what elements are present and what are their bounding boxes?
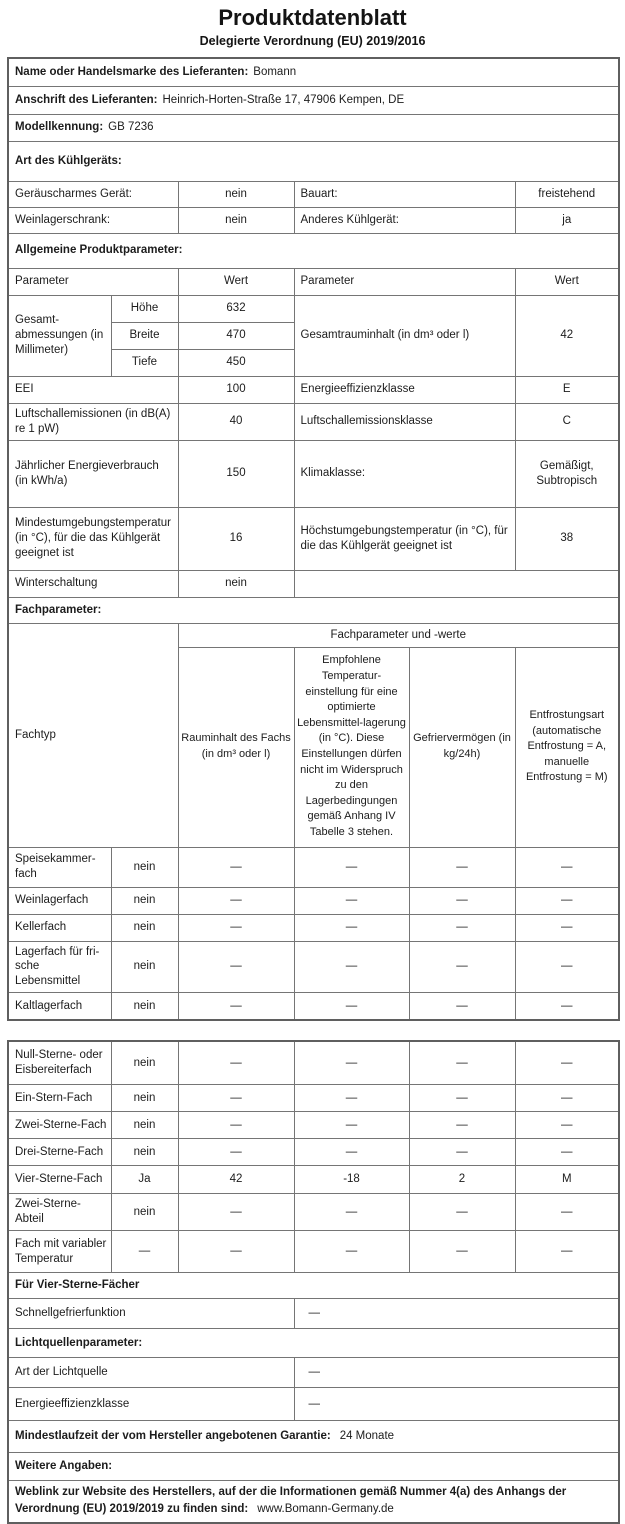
param-label: Bauart:: [294, 181, 515, 207]
param-value: freistehend: [515, 181, 619, 207]
param-label: Art der Lichtquelle: [8, 1358, 294, 1388]
warranty-label: Mindestlaufzeit der vom Hersteller angebotenen Garantie:: [15, 1430, 331, 1443]
model-id-label: Modellkennung:: [15, 121, 104, 134]
compartment-value: nein: [111, 1139, 178, 1166]
compartment-value: —: [409, 914, 515, 941]
compartment-value: —: [409, 847, 515, 887]
compartment-value: —: [515, 1085, 619, 1112]
warranty-cell: [8, 1421, 619, 1453]
compartment-value: —: [515, 941, 619, 993]
compartment-row: [8, 993, 619, 1020]
supplier-address-row: [8, 86, 619, 114]
star-compartment-table: [7, 1040, 620, 1524]
light-source-section-header: Lichtquellenparameter:: [8, 1329, 619, 1358]
compartment-value: 42: [178, 1166, 294, 1194]
supplier-name-value: Bomann: [253, 65, 297, 78]
compartment-value: —: [294, 1041, 409, 1085]
param-value: Gemäßigt, Subtropisch: [515, 440, 619, 507]
compartment-value: —: [294, 941, 409, 993]
model-id-cell: [8, 114, 619, 141]
dimension-value: 632: [178, 295, 294, 322]
compartment-value: —: [178, 1194, 294, 1231]
four-star-section-header: Für Vier-Sterne-Fächer: [8, 1273, 619, 1299]
compartment-value: nein: [111, 941, 178, 993]
compartment-section-row: [8, 597, 619, 623]
compartment-value: —: [515, 1194, 619, 1231]
compartment-label: Kaltlagerfach: [8, 993, 111, 1020]
param-value: nein: [178, 207, 294, 233]
compartment-row: [8, 847, 619, 887]
compartment-value: nein: [111, 1194, 178, 1231]
empty-cell: [294, 570, 619, 597]
compartment-value: —: [409, 887, 515, 914]
general-params-section-header: Allgemeine Produktparameter:: [8, 233, 619, 268]
compartment-value: —: [178, 914, 294, 941]
compartment-label: Speisekammer-fach: [8, 847, 111, 887]
compartment-value: -18: [294, 1166, 409, 1194]
weblink-cell: [8, 1481, 619, 1523]
supplier-name-label: Name oder Handelsmarke des Lieferanten:: [15, 65, 249, 78]
compartment-label: Weinlagerfach: [8, 887, 111, 914]
compartment-value: —: [515, 914, 619, 941]
dimensions-row-height: [8, 295, 619, 322]
compartment-value: —: [294, 1112, 409, 1139]
compartment-row: [8, 887, 619, 914]
dimension-name: Höhe: [111, 295, 178, 322]
compartment-value: —: [111, 1231, 178, 1273]
energy-consumption-row: [8, 440, 619, 507]
param-label: Jährlicher Energieverbrauch (in kWh/a): [8, 440, 178, 507]
device-type-row-2: [8, 207, 619, 233]
compartment-value: —: [178, 887, 294, 914]
weblink-url: www.Bomann-Germany.de: [257, 1503, 394, 1516]
warranty-value: 24 Monate: [339, 1430, 395, 1443]
param-value: ja: [515, 207, 619, 233]
page-title: Produktdatenblatt: [218, 5, 407, 30]
winter-setting-row: [8, 570, 619, 597]
param-value: 150: [178, 440, 294, 507]
compartment-value: —: [294, 1231, 409, 1273]
compartment-value: M: [515, 1166, 619, 1194]
param-label: Energieeffizienzklasse: [8, 1388, 294, 1421]
compartment-label: Lagerfach für fri-sche Lebensmittel: [8, 941, 111, 993]
compartment-group-header-row: [8, 623, 619, 647]
supplier-address-cell: [8, 86, 619, 114]
param-label: Luftschallemissionen (in dB(A) re 1 pW): [8, 403, 178, 440]
compartment-value: Ja: [111, 1166, 178, 1194]
model-id-row: [8, 114, 619, 141]
compartment-value: nein: [111, 1112, 178, 1139]
compartment-label: Ein-Stern-Fach: [8, 1085, 111, 1112]
compartment-value: nein: [111, 914, 178, 941]
compartment-value: —: [409, 1139, 515, 1166]
compartment-label: Fach mit variabler Temperatur: [8, 1231, 111, 1273]
compartment-value: —: [515, 1041, 619, 1085]
supplier-address-label: Anschrift des Lieferanten:: [15, 93, 158, 106]
additional-info-section-header: Weitere Angaben:: [8, 1453, 619, 1481]
four-star-section-row: [8, 1273, 619, 1299]
column-header: Rauminhalt des Fachs (in dm³ oder l): [178, 647, 294, 847]
compartment-value: —: [294, 914, 409, 941]
compartment-row: [8, 1194, 619, 1231]
page-subtitle: Delegierte Verordnung (EU) 2019/2016: [199, 34, 426, 48]
general-params-section-row: [8, 233, 619, 268]
compartment-value: —: [294, 993, 409, 1020]
param-label: Energieeffizienzklasse: [294, 376, 515, 403]
param-value: —: [294, 1358, 619, 1388]
param-label: EEI: [8, 376, 178, 403]
compartment-value: —: [178, 1041, 294, 1085]
compartment-row: [8, 1166, 619, 1194]
param-label: Weinlagerschrank:: [8, 207, 178, 233]
compartment-row: [8, 1085, 619, 1112]
compartment-value: —: [409, 993, 515, 1020]
compartment-value: —: [178, 993, 294, 1020]
fast-freeze-row: [8, 1299, 619, 1329]
compartment-row: [8, 1231, 619, 1273]
compartment-value: —: [294, 887, 409, 914]
total-volume-value: 42: [515, 295, 619, 376]
column-header: Parameter: [8, 268, 178, 295]
model-id-value: GB 7236: [108, 121, 154, 134]
compartment-value: —: [409, 1112, 515, 1139]
compartment-value: —: [294, 1194, 409, 1231]
compartment-value: —: [178, 1112, 294, 1139]
column-header-row: [8, 268, 619, 295]
compartment-label: Vier-Sterne-Fach: [8, 1166, 111, 1194]
compartment-label: Drei-Sterne-Fach: [8, 1139, 111, 1166]
compartment-label: Null-Sterne- oder Eisbereiterfach: [8, 1041, 111, 1085]
compartment-value: —: [178, 1085, 294, 1112]
column-header: Gefriervermögen (in kg/24h): [409, 647, 515, 847]
compartment-value: nein: [111, 1085, 178, 1112]
column-header: Wert: [515, 268, 619, 295]
compartment-value: —: [515, 993, 619, 1020]
compartment-row: [8, 1139, 619, 1166]
compartment-row: [8, 914, 619, 941]
additional-info-section-row: [8, 1453, 619, 1481]
compartment-value: —: [515, 1112, 619, 1139]
compartment-label: Kellerfach: [8, 914, 111, 941]
param-value: 38: [515, 507, 619, 570]
compartment-value: —: [294, 1139, 409, 1166]
param-value: nein: [178, 570, 294, 597]
compartment-value: —: [515, 887, 619, 914]
light-source-type-row: [8, 1358, 619, 1388]
compartment-value: —: [178, 1139, 294, 1166]
compartment-label: Zwei-Sterne-Abteil: [8, 1194, 111, 1231]
light-source-section-row: [8, 1329, 619, 1358]
compartment-row: [8, 1041, 619, 1085]
light-source-class-row: [8, 1388, 619, 1421]
weblink-label: Weblink zur Website des Herstellers, auf der die Informationen gemäß Nummer 4(a) des Anhangs der Verordnung (EU) 2019/2019 zu finden sind:: [15, 1486, 567, 1516]
param-value: 40: [178, 403, 294, 440]
compartment-row: [8, 1112, 619, 1139]
column-header: Wert: [178, 268, 294, 295]
compartment-value: nein: [111, 887, 178, 914]
supplier-name-cell: [8, 58, 619, 86]
dimensions-label: Gesamt-abmessungen (in Millimeter): [8, 295, 111, 376]
supplier-address-value: Heinrich-Horten-Straße 17, 47906 Kempen, DE: [162, 93, 405, 106]
dimension-value: 470: [178, 322, 294, 349]
compartment-value: —: [178, 847, 294, 887]
param-value: C: [515, 403, 619, 440]
compartment-value: —: [515, 847, 619, 887]
compartment-value: —: [409, 1041, 515, 1085]
device-type-row-1: [8, 181, 619, 207]
column-header: Parameter: [294, 268, 515, 295]
compartment-value: —: [178, 1231, 294, 1273]
param-label: Anderes Kühlgerät:: [294, 207, 515, 233]
eei-row: [8, 376, 619, 403]
supplier-name-row: [8, 58, 619, 86]
compartment-value: —: [515, 1231, 619, 1273]
compartment-value: nein: [111, 1041, 178, 1085]
compartment-value: —: [515, 1139, 619, 1166]
compartment-value: —: [178, 941, 294, 993]
param-value: —: [294, 1388, 619, 1421]
compartment-value: nein: [111, 993, 178, 1020]
product-data-table: [7, 57, 620, 1021]
column-header: Entfrostungsart (automatische Entfrostung = A, manuelle Entfrostung = M): [515, 647, 619, 847]
param-label: Schnellgefrierfunktion: [8, 1299, 294, 1329]
compartment-value: —: [294, 847, 409, 887]
dimension-name: Breite: [111, 322, 178, 349]
param-label: Winterschaltung: [8, 570, 178, 597]
compartment-value: 2: [409, 1166, 515, 1194]
param-label: Luftschallemissionsklasse: [294, 403, 515, 440]
group-header: Fachparameter und -werte: [178, 623, 619, 647]
param-value: E: [515, 376, 619, 403]
param-value: 100: [178, 376, 294, 403]
compartment-value: —: [294, 1085, 409, 1112]
compartment-row: [8, 941, 619, 993]
device-type-section-header: Art des Kühlgeräts:: [8, 141, 619, 181]
fachtyp-header: Fachtyp: [8, 623, 178, 847]
param-value: 16: [178, 507, 294, 570]
param-value: —: [294, 1299, 619, 1329]
device-type-section-row: [8, 141, 619, 181]
param-value: nein: [178, 181, 294, 207]
ambient-temperature-row: [8, 507, 619, 570]
compartment-value: —: [409, 941, 515, 993]
compartment-label: Zwei-Sterne-Fach: [8, 1112, 111, 1139]
warranty-row: [8, 1421, 619, 1453]
compartment-value: —: [409, 1194, 515, 1231]
param-label: Höchstumgebungstemperatur (in °C), für die das Kühlgerät geeignet ist: [294, 507, 515, 570]
compartment-value: nein: [111, 847, 178, 887]
param-label: Mindestumgebungstemperatur (in °C), für die das Kühlgerät geeignet ist: [8, 507, 178, 570]
compartment-value: —: [409, 1231, 515, 1273]
compartment-value: —: [409, 1085, 515, 1112]
column-header: Empfohlene Temperatur-einstellung für eine optimierte Lebensmittel-lagerung (in °C). Diese Einstellungen dürfen nicht im Widerspruch zu den Lagerbedingungen gemäß Anhang IV Tabelle 3 stehen.: [294, 647, 409, 847]
noise-row: [8, 403, 619, 440]
param-label: Klimaklasse:: [294, 440, 515, 507]
dimension-name: Tiefe: [111, 349, 178, 376]
compartment-section-header: Fachparameter:: [8, 597, 619, 623]
weblink-row: [8, 1481, 619, 1523]
dimension-value: 450: [178, 349, 294, 376]
param-label: Geräuscharmes Gerät:: [8, 181, 178, 207]
total-volume-label: Gesamtrauminhalt (in dm³ oder l): [294, 295, 515, 376]
